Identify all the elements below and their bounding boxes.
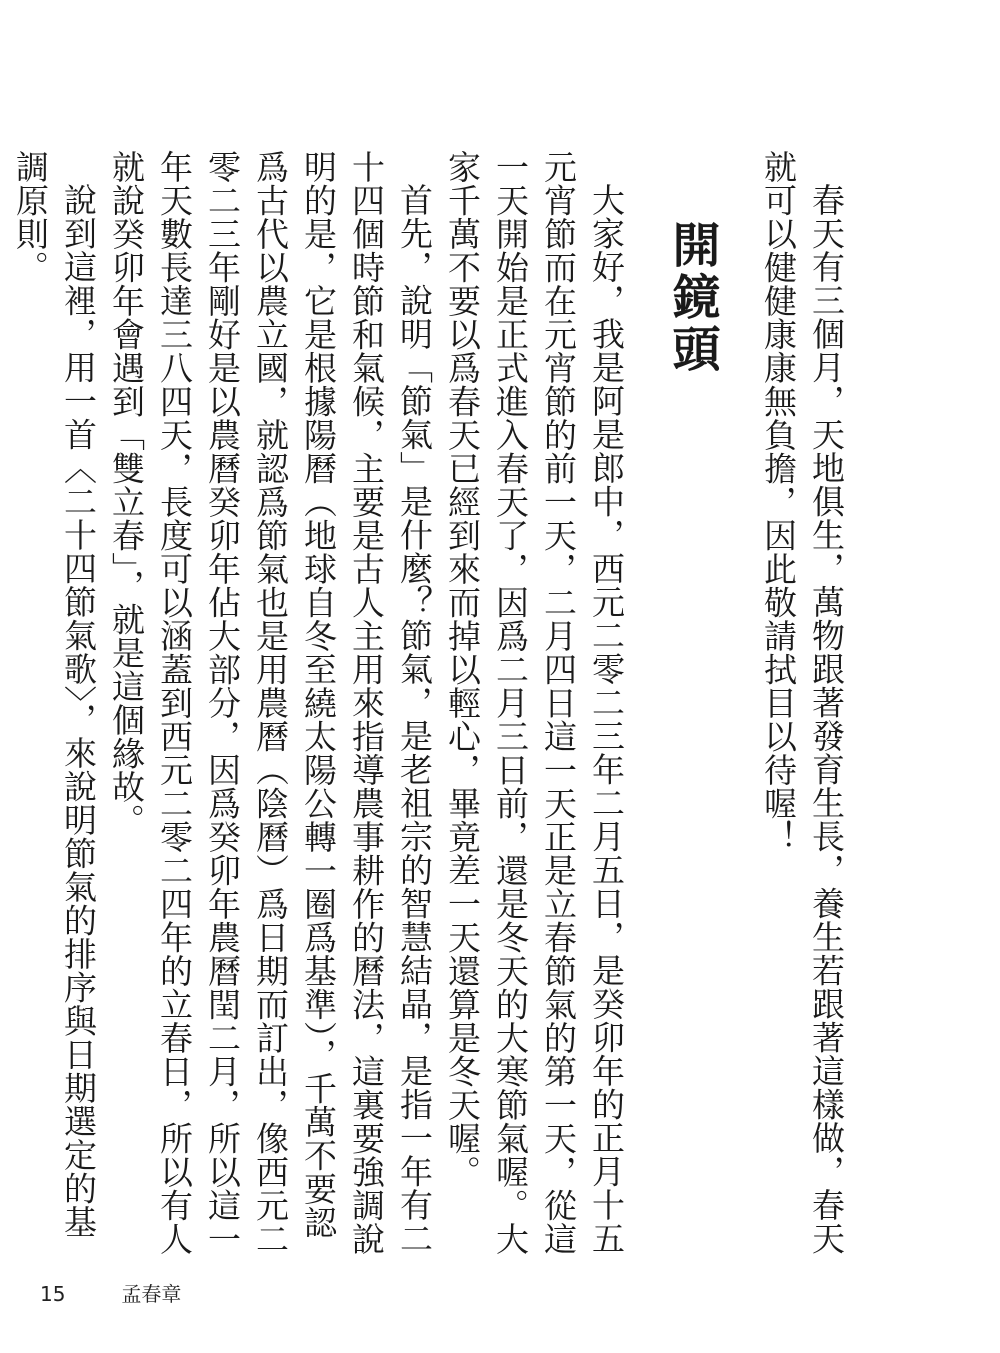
page-number: 15 — [40, 1282, 66, 1306]
page-footer — [40, 1278, 181, 1307]
author-name: 孟春章 — [121, 1282, 182, 1306]
body-paragraph-1: 大家好，我是阿是郎中，西元二零二三年二月五日，是癸卯年的正月十五元宵節而在元宵節的前一天，二月四日這一天正是立春節氣的第一天，從這一天開始是正式進入春天了，因爲二月三日前，還是冬天的大寒節氣喔。大家千萬不要以爲春天已經到來而掉以輕心，畢竟差一天還算是冬天喔。 — [443, 150, 626, 1256]
body-paragraph-3: 說到這裡，用一首〈二十四節氣歌〉，來說明節氣的排序與日期選定的基調原則。 — [11, 150, 98, 1239]
body-paragraph-2: 首先，說明「節氣」是什麼？節氣，是老祖宗的智慧結晶，是指一年有二十四個時節和氣候，主要是古人主用來指導農事耕作的曆法，這裏要強調說明的是，它是根據陽曆（地球自冬至繞太陽公轉一圈爲基準），千萬不要認爲古代以農立國，就認爲節氣也是用農曆（陰曆）爲日期而訂出，像西元二零二三年剛好是以農曆癸卯年佔大部分，因爲癸卯年農曆閏二月，所以這一年天數長達三八四天，長度可以涵蓋到西元二零二四年的立春日，所以有人就說癸卯年會遇到「雙立春」，就是這個緣故。 — [107, 150, 434, 1256]
vertical-text-body — [11, 150, 850, 1270]
intro-paragraph: 春天有三個月，天地俱生，萬物跟著發育生長，養生若跟著這樣做，春天就可以健健康康無負擔，因此敬請拭目以待喔！ — [759, 150, 846, 1255]
chapter-title: 開鏡頭 — [664, 220, 720, 376]
